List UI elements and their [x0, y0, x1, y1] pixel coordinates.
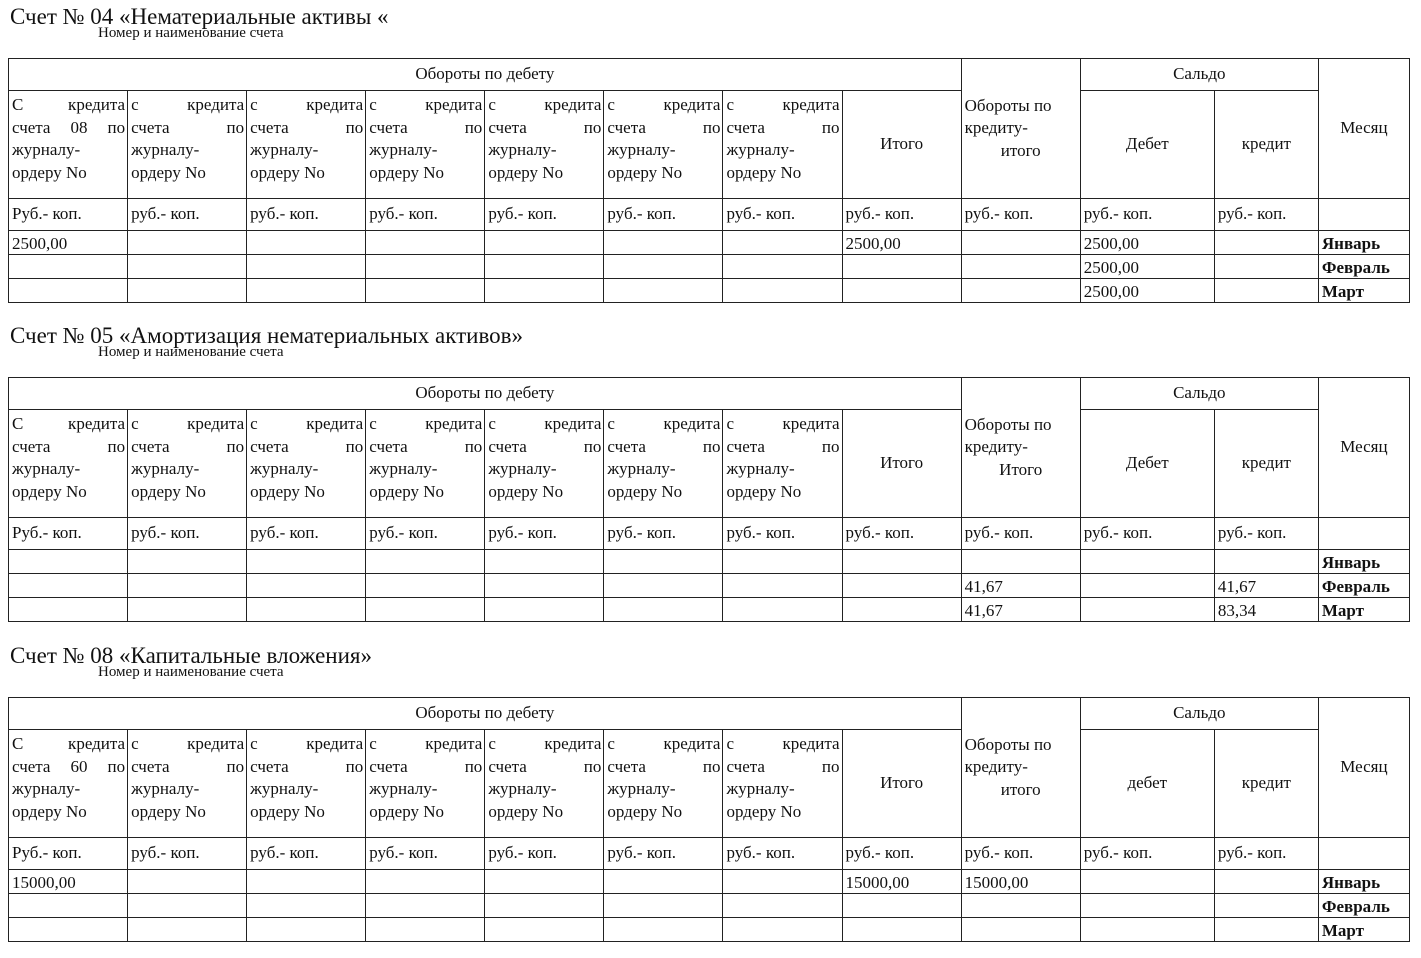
credit-turnover-header-line: кредиту-	[964, 757, 1028, 777]
unit-cell: руб.- коп.	[485, 518, 604, 550]
sub-column-header-line: ордеру No	[250, 481, 325, 501]
sub-column-header	[485, 410, 604, 518]
sub-column-header-line: ордеру No	[12, 162, 87, 182]
sub-column-header	[485, 730, 604, 838]
sub-column-header-line: счета по	[250, 436, 364, 456]
sub-column-header-line: журналу-	[488, 459, 557, 478]
sub-column-header-line: ордеру No	[488, 801, 564, 821]
debit-empty-cell	[247, 918, 366, 942]
debit-empty-cell	[247, 870, 366, 894]
sub-column-header-line: журналу-	[131, 459, 200, 478]
unit-cell: Руб.- коп.	[9, 838, 128, 870]
debit-empty-cell	[485, 255, 604, 279]
sub-column-header-line: счета по	[607, 436, 721, 456]
sub-column-header-line: с кредита	[131, 734, 245, 753]
debit-empty-cell	[247, 598, 366, 622]
sub-column-header-line: журналу-	[607, 140, 676, 159]
credit-turnover-header	[961, 698, 1080, 838]
sub-column-header-line: счета по	[250, 756, 364, 776]
month-cell: Февраль	[1318, 255, 1409, 279]
saldo-debit-cell: 2500,00	[1080, 255, 1214, 279]
sub-column-header-line: ордеру No	[488, 162, 564, 182]
ledger-row	[9, 550, 1410, 574]
debit-empty-cell	[723, 918, 842, 942]
sub-column-header-line: с кредита	[607, 95, 721, 114]
saldo-debit-cell: 2500,00	[1080, 231, 1214, 255]
ledger-table	[8, 697, 1410, 942]
ledger-row	[9, 894, 1410, 918]
credit-turnover-cell	[961, 550, 1080, 574]
sub-column-header-line: журналу-	[250, 779, 319, 798]
month-cell: Январь	[1318, 550, 1409, 574]
saldo-credit-cell	[1214, 550, 1318, 574]
sub-column-header-line: счета по	[369, 756, 483, 776]
saldo-credit-cell	[1214, 918, 1318, 942]
credit-turnover-cell	[961, 255, 1080, 279]
unit-cell: руб.- коп.	[247, 838, 366, 870]
month-header: Месяц	[1318, 698, 1409, 838]
debit-empty-cell	[604, 255, 723, 279]
debit-empty-cell	[723, 870, 842, 894]
ledger-row	[9, 574, 1410, 598]
sub-column-header-line: ордеру No	[250, 162, 325, 182]
total-cell	[842, 574, 961, 598]
saldo-credit-cell	[1214, 894, 1318, 918]
debit-empty-cell	[247, 231, 366, 255]
debit-col1-cell	[9, 894, 128, 918]
debit-col1-cell: 15000,00	[9, 870, 128, 894]
debit-empty-cell	[366, 598, 485, 622]
saldo-header: Сальдо	[1080, 698, 1318, 730]
sub-column-header-line: с кредита	[369, 734, 483, 753]
debit-turnover-header: Обороты по дебету	[9, 698, 962, 730]
debit-empty-cell	[247, 894, 366, 918]
sub-column-header-line: счета по	[488, 436, 602, 456]
debit-empty-cell	[247, 574, 366, 598]
credit-turnover-cell	[961, 231, 1080, 255]
unit-cell-empty	[1318, 838, 1409, 870]
sub-column-header-line: ордеру No	[607, 801, 683, 821]
unit-cell: руб.- коп.	[485, 838, 604, 870]
saldo-credit-cell	[1214, 255, 1318, 279]
sub-column-header	[128, 730, 247, 838]
unit-cell-empty	[1318, 518, 1409, 550]
sub-column-header-line: журналу-	[250, 140, 319, 159]
sub-column-header-line: ордеру No	[131, 162, 206, 182]
sub-column-header	[723, 91, 842, 199]
unit-cell: руб.- коп.	[1214, 838, 1318, 870]
debit-empty-cell	[366, 574, 485, 598]
ledger-table	[8, 58, 1410, 303]
account-title: Счет № 04 «Нематериальные активы «	[10, 4, 389, 29]
sub-column-header-line: ордеру No	[726, 162, 802, 182]
sub-column-header-line: ордеру No	[607, 481, 683, 501]
debit-empty-cell	[366, 894, 485, 918]
saldo-credit-cell: 41,67	[1214, 574, 1318, 598]
sub-column-header	[723, 730, 842, 838]
sub-column-header	[9, 91, 128, 199]
sub-column-header-line: с кредита	[726, 95, 840, 114]
debit-empty-cell	[366, 870, 485, 894]
sub-column-header-line: журналу-	[369, 140, 438, 159]
sub-column-header	[9, 730, 128, 838]
unit-cell-empty	[1318, 199, 1409, 231]
saldo-debit-cell	[1080, 598, 1214, 622]
unit-cell: руб.- коп.	[961, 838, 1080, 870]
ledger-table	[8, 377, 1410, 622]
sub-column-header-line: ордеру No	[726, 481, 802, 501]
debit-empty-cell	[128, 231, 247, 255]
unit-cell: Руб.- коп.	[9, 518, 128, 550]
debit-empty-cell	[723, 894, 842, 918]
debit-empty-cell	[604, 870, 723, 894]
total-header: Итого	[842, 410, 961, 518]
credit-turnover-header	[961, 378, 1080, 518]
debit-col1-cell	[9, 598, 128, 622]
debit-col1-cell	[9, 550, 128, 574]
sub-column-header-line: счета по	[131, 117, 245, 137]
unit-cell: руб.- коп.	[366, 518, 485, 550]
sub-column-header-line: ордеру No	[607, 162, 683, 182]
sub-column-header-line: счета по	[369, 436, 483, 456]
sub-column-header-line: журналу-	[726, 459, 795, 478]
debit-empty-cell	[485, 918, 604, 942]
debit-col1-cell: 2500,00	[9, 231, 128, 255]
saldo-debit-header: дебет	[1080, 730, 1214, 838]
debit-empty-cell	[604, 918, 723, 942]
sub-column-header	[604, 730, 723, 838]
unit-cell: руб.- коп.	[485, 199, 604, 231]
debit-turnover-header: Обороты по дебету	[9, 59, 962, 91]
account-title: Счет № 08 «Капитальные вложения»	[10, 643, 373, 668]
unit-cell: руб.- коп.	[1214, 518, 1318, 550]
total-header: Итого	[842, 730, 961, 838]
ledger-row	[9, 279, 1410, 303]
credit-turnover-cell	[961, 918, 1080, 942]
sub-column-header-line: с кредита	[369, 414, 483, 433]
sub-column-header-line: счета по	[131, 756, 245, 776]
debit-col1-cell	[9, 279, 128, 303]
ledger-row	[9, 255, 1410, 279]
debit-col1-cell	[9, 255, 128, 279]
sub-column-header-line: с кредита	[488, 414, 602, 433]
saldo-credit-cell	[1214, 870, 1318, 894]
sub-column-header-line: ордеру No	[488, 481, 564, 501]
debit-empty-cell	[604, 574, 723, 598]
credit-turnover-header-line: кредиту-	[964, 437, 1028, 457]
sub-column-header-line: счета 60 по	[12, 756, 126, 776]
sub-column-header	[247, 91, 366, 199]
sub-column-header-line: счета по	[726, 436, 840, 456]
sub-column-header-line: с кредита	[726, 734, 840, 753]
credit-turnover-header-line: Обороты по	[964, 414, 1052, 434]
sub-column-header-line: счета по	[607, 117, 721, 137]
credit-turnover-cell	[961, 279, 1080, 303]
unit-cell: руб.- коп.	[128, 518, 247, 550]
sub-column-header-line: с кредита	[131, 95, 245, 114]
sub-column-header-line: с кредита	[369, 95, 483, 114]
saldo-credit-cell: 83,34	[1214, 598, 1318, 622]
debit-empty-cell	[604, 894, 723, 918]
saldo-credit-header: кредит	[1214, 91, 1318, 199]
sub-column-header-line: журналу-	[369, 779, 438, 798]
unit-cell: руб.- коп.	[1214, 199, 1318, 231]
sub-column-header	[604, 91, 723, 199]
sub-column-header-line: журналу-	[369, 459, 438, 478]
saldo-credit-header: кредит	[1214, 410, 1318, 518]
sub-column-header-line: счета по	[488, 756, 602, 776]
debit-turnover-header: Обороты по дебету	[9, 378, 962, 410]
credit-turnover-cell: 15000,00	[961, 870, 1080, 894]
sub-column-header-line: ордеру No	[131, 481, 206, 501]
sub-column-header-line: журналу-	[12, 140, 81, 159]
debit-empty-cell	[723, 255, 842, 279]
debit-empty-cell	[128, 550, 247, 574]
debit-empty-cell	[485, 870, 604, 894]
saldo-debit-cell	[1080, 574, 1214, 598]
debit-col1-cell	[9, 918, 128, 942]
sub-column-header-line: с кредита	[131, 414, 245, 433]
unit-cell: руб.- коп.	[604, 838, 723, 870]
sub-column-header-line: журналу-	[250, 459, 319, 478]
sub-column-header-line: журналу-	[131, 779, 200, 798]
credit-turnover-header-line: Итого	[999, 459, 1043, 479]
unit-cell: руб.- коп.	[961, 518, 1080, 550]
sub-column-header-line: ордеру No	[250, 801, 325, 821]
unit-cell: руб.- коп.	[247, 199, 366, 231]
sub-column-header-line: С кредита	[12, 95, 126, 114]
sub-column-header	[128, 410, 247, 518]
credit-turnover-header-line: кредиту-	[964, 118, 1028, 138]
debit-empty-cell	[366, 255, 485, 279]
debit-empty-cell	[128, 870, 247, 894]
month-cell: Март	[1318, 279, 1409, 303]
total-cell: 15000,00	[842, 870, 961, 894]
sub-column-header-line: журналу-	[607, 459, 676, 478]
saldo-credit-cell	[1214, 231, 1318, 255]
total-cell	[842, 279, 961, 303]
unit-cell: руб.- коп.	[128, 838, 247, 870]
saldo-header: Сальдо	[1080, 378, 1318, 410]
unit-cell: руб.- коп.	[247, 518, 366, 550]
sub-column-header-line: с кредита	[726, 414, 840, 433]
account-subtitle: Номер и наименование счета	[98, 344, 284, 360]
debit-empty-cell	[604, 279, 723, 303]
sub-column-header-line: журналу-	[726, 140, 795, 159]
ledger-row	[9, 870, 1410, 894]
sub-column-header-line: с кредита	[488, 734, 602, 753]
saldo-debit-cell	[1080, 870, 1214, 894]
sub-column-header-line: счета по	[726, 117, 840, 137]
account-title: Счет № 05 «Амортизация нематериальных активов»	[10, 323, 524, 348]
debit-empty-cell	[366, 918, 485, 942]
unit-cell: руб.- коп.	[723, 199, 842, 231]
total-header: Итого	[842, 91, 961, 199]
debit-empty-cell	[723, 279, 842, 303]
sub-column-header-line: с кредита	[607, 734, 721, 753]
sub-column-header	[485, 91, 604, 199]
sub-column-header-line: журналу-	[488, 779, 557, 798]
debit-empty-cell	[128, 255, 247, 279]
saldo-debit-cell	[1080, 550, 1214, 574]
debit-empty-cell	[723, 598, 842, 622]
ledger-row	[9, 231, 1410, 255]
sub-column-header-line: ордеру No	[369, 481, 445, 501]
credit-turnover-cell	[961, 894, 1080, 918]
sub-column-header	[128, 91, 247, 199]
sub-column-header	[247, 410, 366, 518]
unit-cell: руб.- коп.	[1080, 838, 1214, 870]
credit-turnover-header-line: итого	[1000, 140, 1041, 160]
debit-empty-cell	[485, 598, 604, 622]
debit-empty-cell	[366, 231, 485, 255]
saldo-debit-header: Дебет	[1080, 410, 1214, 518]
total-cell: 2500,00	[842, 231, 961, 255]
sub-column-header	[366, 730, 485, 838]
total-cell	[842, 894, 961, 918]
sub-column-header-line: журналу-	[488, 140, 557, 159]
sub-column-header-line: счета по	[488, 117, 602, 137]
unit-cell: руб.- коп.	[723, 518, 842, 550]
sub-column-header-line: журналу-	[12, 779, 81, 798]
debit-empty-cell	[247, 279, 366, 303]
credit-turnover-cell: 41,67	[961, 598, 1080, 622]
debit-empty-cell	[604, 598, 723, 622]
sub-column-header-line: ордеру No	[131, 801, 206, 821]
credit-turnover-header	[961, 59, 1080, 199]
unit-cell: Руб.- коп.	[9, 199, 128, 231]
unit-cell: руб.- коп.	[842, 838, 961, 870]
month-cell: Январь	[1318, 870, 1409, 894]
debit-empty-cell	[128, 279, 247, 303]
saldo-credit-header: кредит	[1214, 730, 1318, 838]
sub-column-header	[247, 730, 366, 838]
debit-empty-cell	[485, 231, 604, 255]
sub-column-header-line: журналу-	[12, 459, 81, 478]
unit-cell: руб.- коп.	[604, 199, 723, 231]
unit-cell: руб.- коп.	[842, 199, 961, 231]
debit-col1-cell	[9, 574, 128, 598]
sub-column-header	[604, 410, 723, 518]
debit-empty-cell	[723, 550, 842, 574]
month-cell: Январь	[1318, 231, 1409, 255]
month-cell: Март	[1318, 598, 1409, 622]
sub-column-header-line: с кредита	[250, 95, 364, 114]
sub-column-header-line: С кредита	[12, 734, 126, 753]
debit-empty-cell	[366, 279, 485, 303]
sub-column-header-line: с кредита	[250, 414, 364, 433]
sub-column-header	[9, 410, 128, 518]
unit-cell: руб.- коп.	[366, 838, 485, 870]
unit-cell: руб.- коп.	[723, 838, 842, 870]
debit-empty-cell	[128, 598, 247, 622]
saldo-header: Сальдо	[1080, 59, 1318, 91]
sub-column-header-line: С кредита	[12, 414, 126, 433]
sub-column-header-line: счета по	[250, 117, 364, 137]
total-cell	[842, 255, 961, 279]
month-header: Месяц	[1318, 59, 1409, 199]
credit-turnover-header-line: Обороты по	[964, 734, 1052, 754]
sub-column-header-line: с кредита	[488, 95, 602, 114]
sub-column-header	[723, 410, 842, 518]
saldo-credit-cell	[1214, 279, 1318, 303]
sub-column-header	[366, 410, 485, 518]
saldo-debit-header: Дебет	[1080, 91, 1214, 199]
unit-cell: руб.- коп.	[604, 518, 723, 550]
unit-cell: руб.- коп.	[961, 199, 1080, 231]
ledger-row	[9, 598, 1410, 622]
credit-turnover-header-line: Обороты по	[964, 95, 1052, 115]
sub-column-header-line: ордеру No	[12, 801, 87, 821]
debit-empty-cell	[485, 574, 604, 598]
sub-column-header-line: ордеру No	[369, 162, 445, 182]
saldo-debit-cell	[1080, 894, 1214, 918]
saldo-debit-cell	[1080, 918, 1214, 942]
sub-column-header-line: счета 08 по	[12, 117, 126, 137]
sub-column-header-line: счета по	[131, 436, 245, 456]
unit-cell: руб.- коп.	[842, 518, 961, 550]
sub-column-header	[366, 91, 485, 199]
debit-empty-cell	[604, 550, 723, 574]
account-subtitle: Номер и наименование счета	[98, 25, 284, 41]
credit-turnover-header-line: итого	[1000, 779, 1041, 799]
sub-column-header-line: с кредита	[250, 734, 364, 753]
account-subtitle: Номер и наименование счета	[98, 664, 284, 680]
unit-cell: руб.- коп.	[1080, 199, 1214, 231]
total-cell	[842, 598, 961, 622]
total-cell	[842, 918, 961, 942]
sub-column-header-line: счета по	[607, 756, 721, 776]
total-cell	[842, 550, 961, 574]
sub-column-header-line: ордеру No	[726, 801, 802, 821]
debit-empty-cell	[366, 550, 485, 574]
unit-cell: руб.- коп.	[1080, 518, 1214, 550]
month-cell: Март	[1318, 918, 1409, 942]
sub-column-header-line: ордеру No	[12, 481, 87, 501]
saldo-debit-cell: 2500,00	[1080, 279, 1214, 303]
debit-empty-cell	[723, 231, 842, 255]
sub-column-header-line: журналу-	[726, 779, 795, 798]
debit-empty-cell	[128, 918, 247, 942]
month-cell: Февраль	[1318, 574, 1409, 598]
unit-cell: руб.- коп.	[366, 199, 485, 231]
ledger-row	[9, 918, 1410, 942]
debit-empty-cell	[604, 231, 723, 255]
sub-column-header-line: журналу-	[607, 779, 676, 798]
month-header: Месяц	[1318, 378, 1409, 518]
month-cell: Февраль	[1318, 894, 1409, 918]
sub-column-header-line: счета по	[12, 436, 126, 456]
sub-column-header-line: счета по	[369, 117, 483, 137]
debit-empty-cell	[128, 894, 247, 918]
sub-column-header-line: журналу-	[131, 140, 200, 159]
sub-column-header-line: счета по	[726, 756, 840, 776]
sub-column-header-line: ордеру No	[369, 801, 445, 821]
credit-turnover-cell: 41,67	[961, 574, 1080, 598]
unit-cell: руб.- коп.	[128, 199, 247, 231]
debit-empty-cell	[247, 550, 366, 574]
debit-empty-cell	[485, 550, 604, 574]
debit-empty-cell	[723, 574, 842, 598]
debit-empty-cell	[485, 894, 604, 918]
debit-empty-cell	[485, 279, 604, 303]
sub-column-header-line: с кредита	[607, 414, 721, 433]
debit-empty-cell	[247, 255, 366, 279]
debit-empty-cell	[128, 574, 247, 598]
